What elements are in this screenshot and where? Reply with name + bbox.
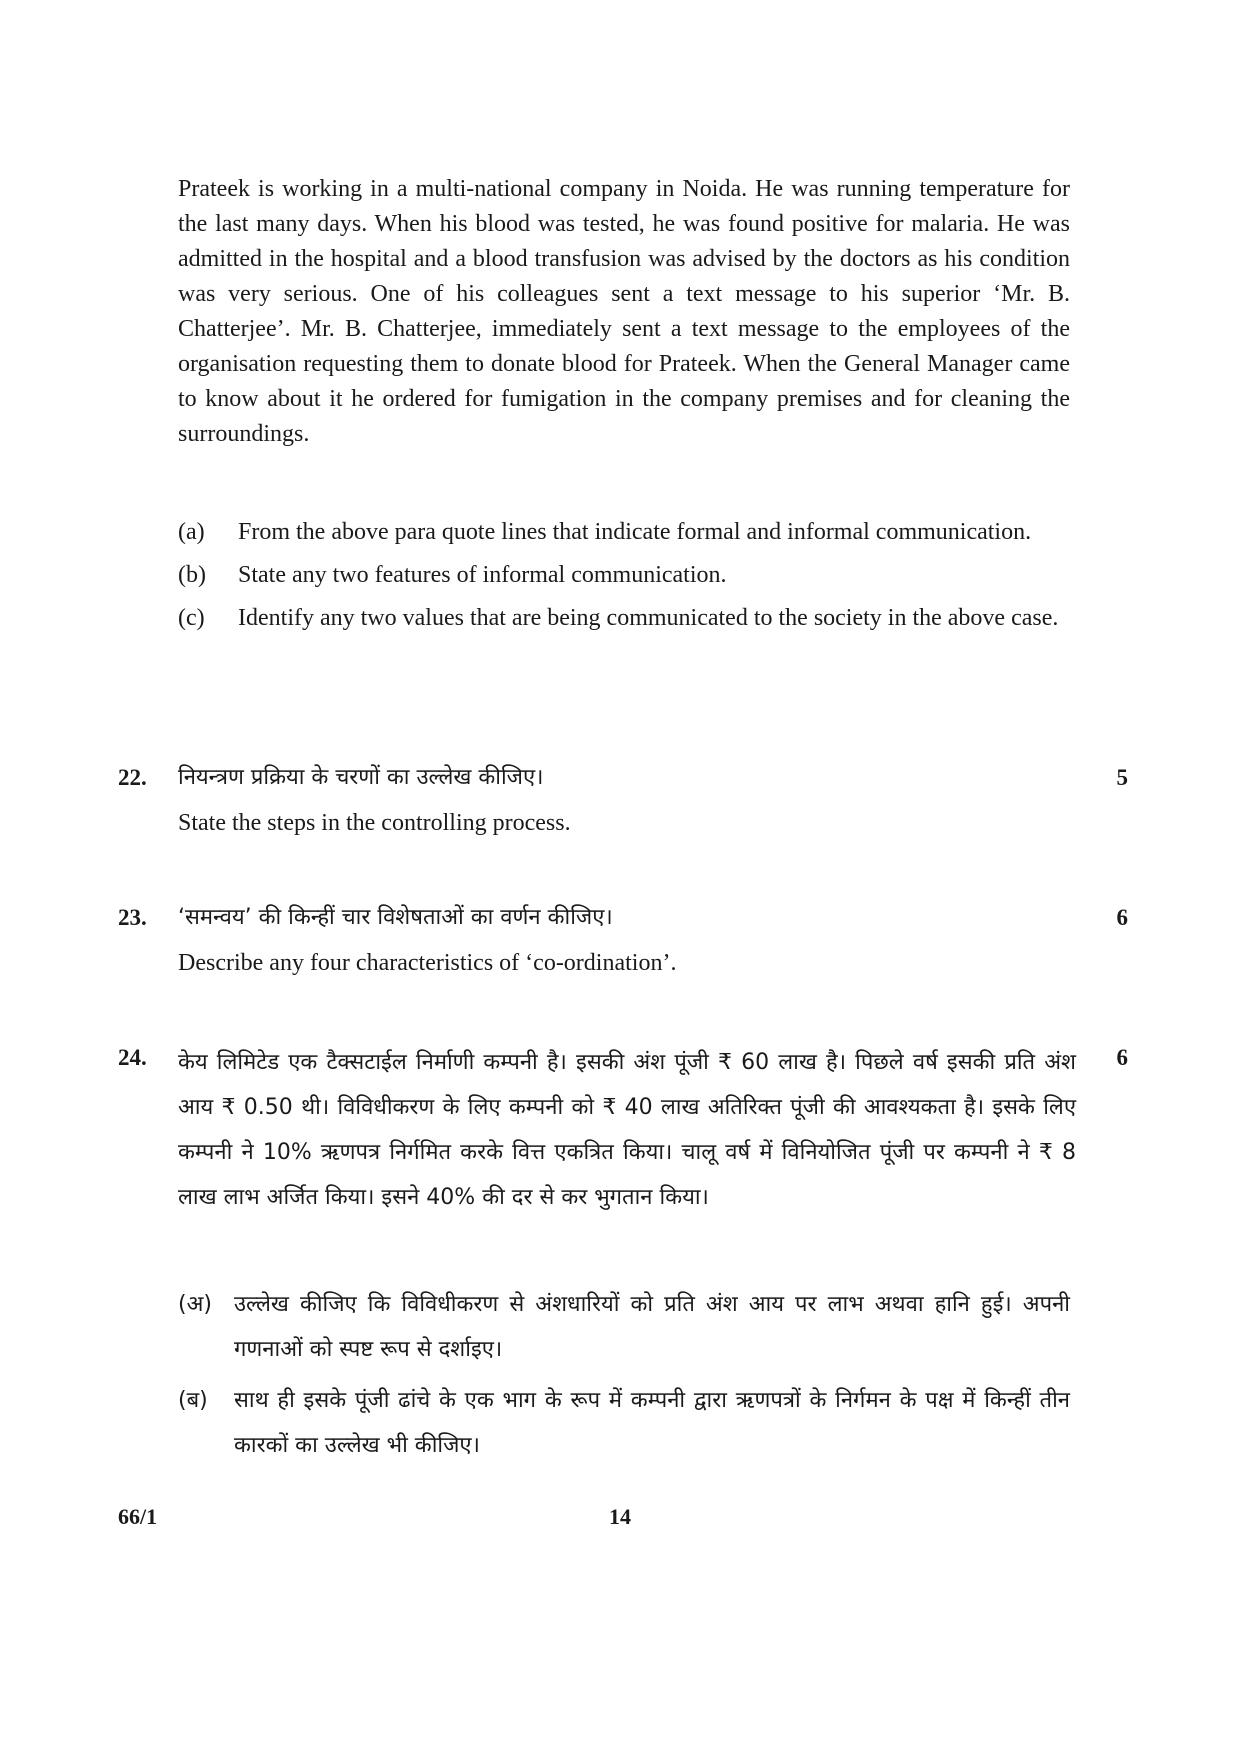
question-hindi-text: केय लिमिटेड एक टैक्सटाईल निर्माणी कम्पनी है। इसकी अंश पूंजी ₹ 60 लाख है। पिछले वर्ष इसकी प्रति अंश आय ₹ 0.50 थी। विविधीकरण के लिए कम्पनी को ₹ 40 लाख अतिरिक्त पूंजी की आवश्यकता है। इसके लिए कम्पनी ने 10% ऋणपत्र निर्गमित करके वित्त एकत्रित किया। चालू वर्ष में विनियोजित पूंजी पर कम्पनी ने ₹ 8 लाख लाभ अर्जित किया। इसने 40% की दर से कर भुगतान किया।: [178, 1050, 1076, 1210]
question-24-subparts: [178, 1282, 1070, 1474]
question-24-subpart-b: [178, 1378, 1070, 1468]
question-marks: 6: [1116, 905, 1128, 930]
paper-code: 66/1: [118, 1504, 158, 1529]
page-number: 14: [609, 1504, 631, 1529]
question-marks: 6: [1116, 1045, 1128, 1070]
subpart-label: (b): [178, 562, 206, 588]
question-number: 24.: [118, 1045, 147, 1070]
case-study-paragraph: Prateek is working in a multi-national company in Noida. He was running temperature for the last many days. When his blood was tested, he was found positive for malaria. He was admitted in the hospital and a blood transfusion was advised by the doctors as his condition was very serious. One of his colleagues sent a text message to his superior ‘Mr. B. Chatterjee’. Mr. B. Chatterjee, immediately sent a text message to the employees of the organisation requesting them to donate blood for Prateek. When the General Manager came to know about it he ordered for fumigation in the company premises and for cleaning the surroundings.: [178, 176, 1070, 447]
question-marks: 5: [1116, 765, 1128, 790]
case-subparts: [178, 515, 1070, 644]
question-24-subpart-a: [178, 1282, 1070, 1372]
question-english-text: Describe any four characteristics of ‘co-ordination’.: [178, 950, 677, 976]
question-22: [118, 760, 1128, 841]
question-number: 23.: [118, 905, 147, 930]
subpart-label: (c): [178, 605, 205, 631]
case-subpart-a: [178, 515, 1070, 550]
subpart-text: State any two features of informal communication.: [238, 562, 727, 588]
subpart-label: (अ): [178, 1292, 212, 1317]
question-24: [118, 1040, 1128, 1220]
question-hindi-text: नियन्त्रण प्रक्रिया के चरणों का उल्लेख कीजिए।: [178, 765, 544, 790]
case-subpart-c: [178, 601, 1070, 636]
subpart-label: (ब): [178, 1388, 208, 1413]
subpart-text: From the above para quote lines that indicate formal and informal communication.: [238, 519, 1032, 545]
case-subpart-b: [178, 558, 1070, 593]
subpart-text: साथ ही इसके पूंजी ढांचे के एक भाग के रूप में कम्पनी द्वारा ऋणपत्रों के निर्गमन के पक्ष में किन्हीं तीन कारकों का उल्लेख भी कीजिए।: [234, 1388, 1070, 1458]
question-number: 22.: [118, 765, 147, 790]
subpart-label: (a): [178, 519, 205, 545]
question-hindi-text: ‘समन्वय’ की किन्हीं चार विशेषताओं का वर्णन कीजिए।: [178, 905, 613, 930]
subpart-text: Identify any two values that are being communicated to the society in the above case.: [238, 605, 1059, 631]
question-english-text: State the steps in the controlling process.: [178, 810, 571, 836]
subpart-text: उल्लेख कीजिए कि विविधीकरण से अंशधारियों को प्रति अंश आय पर लाभ अथवा हानि हुई। अपनी गणनाओं को स्पष्ट रूप से दर्शाइए।: [234, 1292, 1070, 1362]
question-23: [118, 900, 1128, 981]
